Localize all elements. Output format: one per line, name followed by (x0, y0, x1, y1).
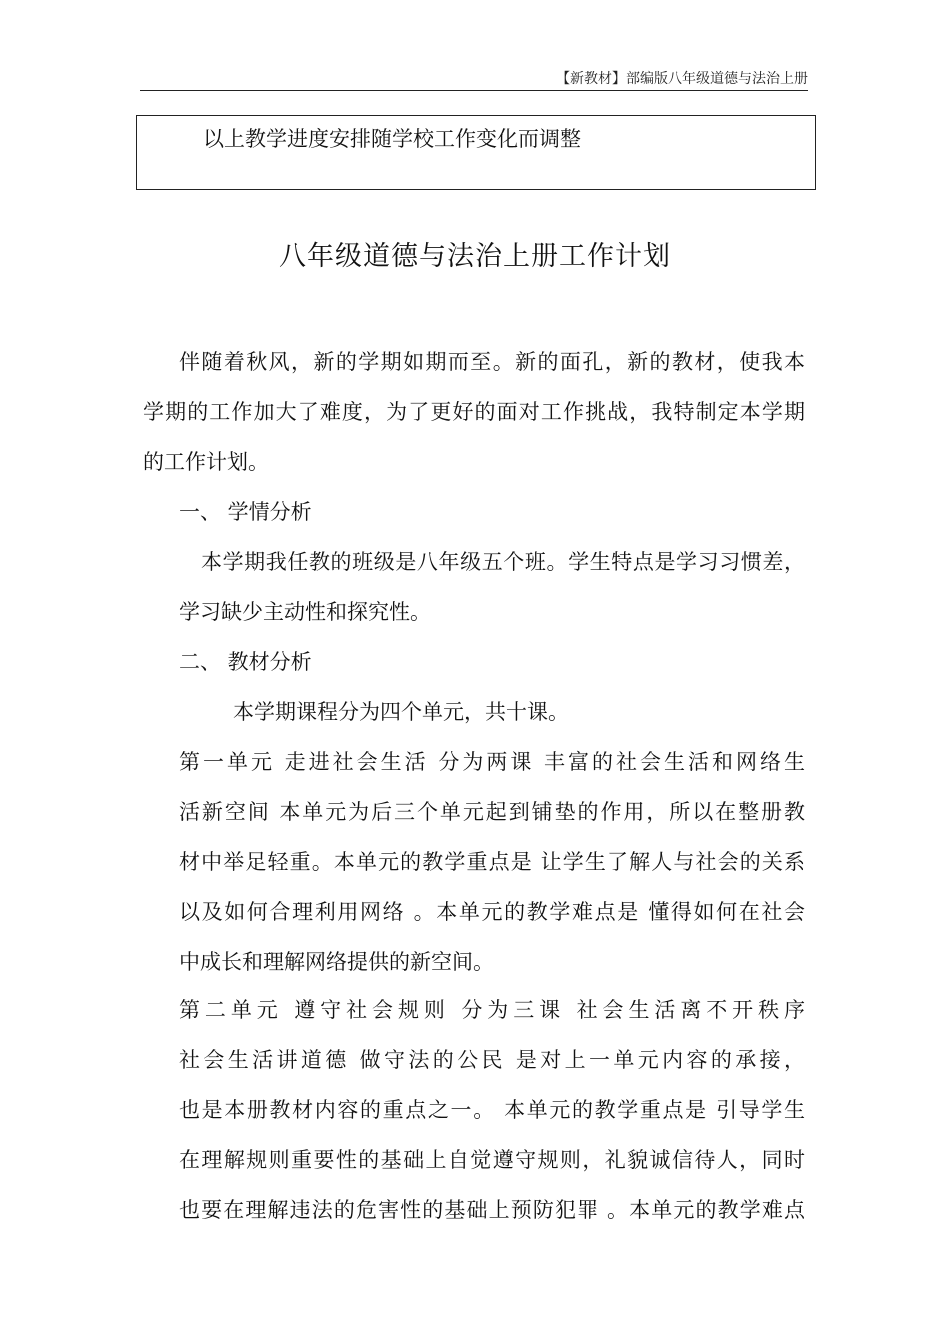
section-heading: 二、 教材分析 (179, 650, 312, 674)
paragraph-line: 本学期课程分为四个单元，共十课。 (233, 700, 569, 724)
paragraph-line: 学习缺少主动性和探究性。 (179, 600, 431, 624)
paragraph-line: 的工作计划。 (143, 450, 269, 474)
paragraph-line: 以及如何合理利用网络 。本单元的教学难点是 懂得如何在社会 (179, 900, 805, 924)
paragraph-line: 伴随着秋风，新的学期如期而至。新的面孔，新的教材，使我本 (179, 350, 805, 374)
paragraph-line: 本学期我任教的班级是八年级五个班。学生特点是学习习惯差， (201, 550, 805, 574)
paragraph-line: 社会生活讲道德 做守法的公民 是对上一单元内容的承接， (179, 1048, 805, 1072)
document-title: 八年级道德与法治上册工作计划 (279, 241, 671, 272)
section-heading: 一、 学情分析 (179, 500, 312, 524)
paragraph-line: 第一单元 走进社会生活 分为两课 丰富的社会生活和网络生 (179, 750, 805, 774)
running-header (140, 70, 808, 91)
running-header-text: 【新教材】部编版八年级道德与法治上册 (556, 71, 808, 87)
paragraph-line: 也是本册教材内容的重点之一。 本单元的教学重点是 引导学生 (179, 1098, 805, 1122)
paragraph-line: 学期的工作加大了难度，为了更好的面对工作挑战，我特制定本学期 (143, 400, 805, 424)
notice-text: 以上教学进度安排随学校工作变化而调整 (203, 127, 581, 151)
paragraph-line: 也要在理解违法的危害性的基础上预防犯罪 。本单元的教学难点 (179, 1198, 805, 1222)
paragraph-line: 活新空间 本单元为后三个单元起到铺垫的作用，所以在整册教 (179, 800, 805, 824)
paragraph-line: 在理解规则重要性的基础上自觉遵守规则，礼貌诚信待人，同时 (179, 1148, 805, 1172)
paragraph-line: 第二单元 遵守社会规则 分为三课 社会生活离不开秩序 (179, 998, 805, 1022)
notice-box (136, 115, 816, 190)
paragraph-line: 材中举足轻重。本单元的教学重点是 让学生了解人与社会的关系 (179, 850, 805, 874)
paragraph-line: 中成长和理解网络提供的新空间。 (179, 950, 494, 974)
